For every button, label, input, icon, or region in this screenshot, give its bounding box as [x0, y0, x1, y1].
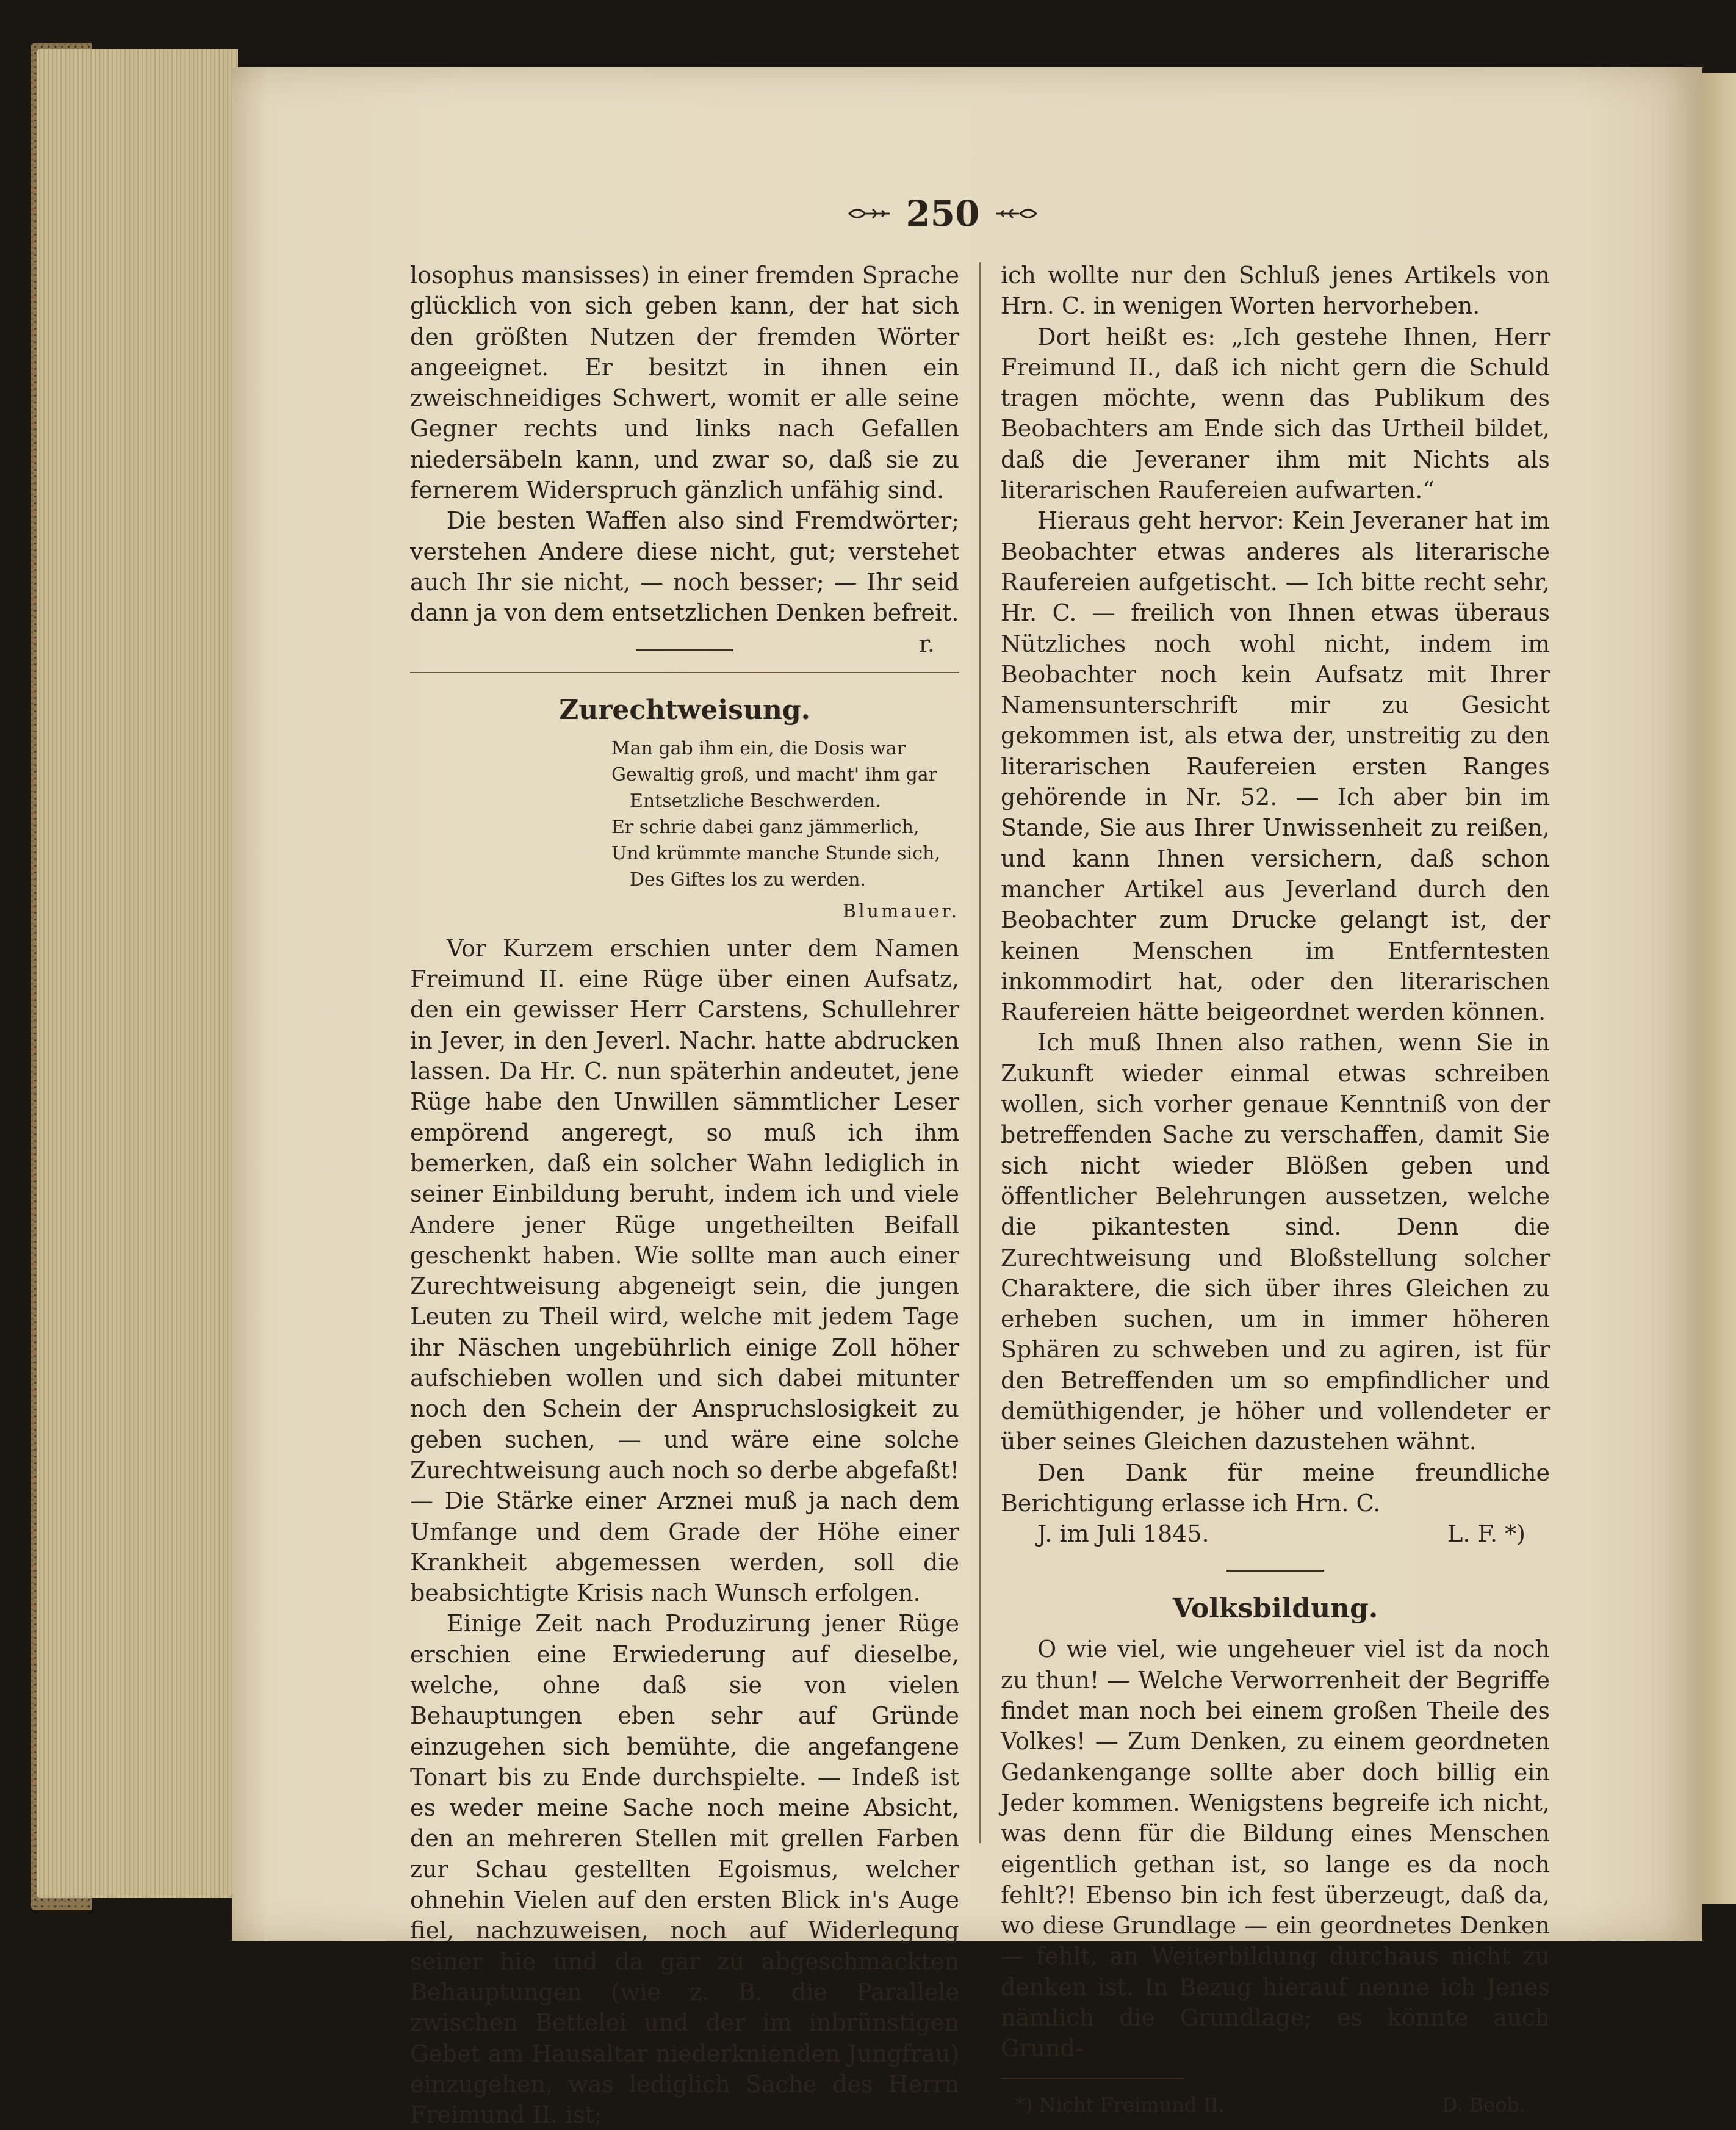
paragraph: O wie viel, wie ungeheuer viel ist da noch zu thun! — Welche Verworrenheit der Begriffe findet man noch bei einem großen Theile des Volkes! — Zum Denken, zu einem geordneten Gedankengange sollte aber doch billig ein Jeder kommen. Wenigstens begreife ich nicht, was denn für die Bildung eines Menschen eigentlich gethan ist, so lange es da noch fehlt?! Ebenso bin ich fest überzeugt, daß da, wo diese Grundlage — ein geordnetes Denken — fehlt, an Weiterbildung durchaus nicht zu denken ist. In Bezug hierauf nenne ich Jenes nämlich die Grundlage; es könnte auch Grund- — [1001, 1636, 1550, 2062]
motto-line: Und krümmte manche Stunde sich, — [611, 842, 940, 864]
signature-place-date: J. im Juli 1845. — [1037, 1520, 1209, 1548]
motto-line: Man gab ihm ein, die Dosis war — [611, 737, 906, 759]
motto-author: Blumauer. — [843, 900, 959, 922]
paragraph: Vor Kurzem erschien unter dem Namen Freimund II. eine Rüge über einen Aufsatz, den ein gewisser Herr Carstens, Schullehrer in Jever, in den Jeverl. Nachr. hatte abdrucken lassen. Da Hr. C. nun späterhin andeutet, jene Rüge habe den Unwillen sämmtlicher Leser empörend angeregt, so muß ich ihm bemerken, daß ein solcher Wahn lediglich in seiner Einbildung beruht, indem ich und viele Andere jener Rüge ungetheilten Beifall geschenkt haben. Wie sollte man auch einer Zurechtweisung abgeneigt sein, die jungen Leuten zu Theil wird, welche mit jedem Tage ihr Näschen ungebührlich einige Zoll höher aufschieben wollen und sich dabei mitunter noch den Schein der Anspruchslosigkeit zu geben suchen, — und wäre eine solche Zurechtweisung auch noch so derbe abgefaßt! — Die Stärke einer Arznei muß ja nach dem Umfange und dem Grade der Höhe einer Krankheit abgemessen werden, soll die beabsichtigte Krisis nach Wunsch erfolgen. — [410, 934, 959, 1607]
signature-name: L. F. *) — [1447, 1520, 1525, 1548]
signature-line — [1001, 1518, 1550, 1549]
section-rule — [636, 649, 733, 651]
motto-block — [410, 735, 959, 927]
paragraph: ich wollte nur den Schluß jenes Artikels von Hrn. C. in wenigen Worten hervorheben. — [1001, 262, 1550, 320]
paragraph — [410, 505, 959, 657]
paragraph: Dort heißt es: „Ich gestehe Ihnen, Herr Freimund II., daß ich nicht gern die Schuld tragen möchte, wenn das Publikum des Beobachters am Ende sich das Urtheil bildet, daß die Jeveraner ihm mit Nichts als literarischen Raufereien aufwarten.“ — [1001, 323, 1550, 504]
paragraph: Ich muß Ihnen also rathen, wenn Sie in Zukunft wieder einmal etwas schreiben wollen, sich vorher genaue Kenntniß von der betreffenden Sache zu verschaffen, damit Sie sich nicht wieder Blößen geben und öffentlicher Belehrungen aussetzen, welche die pikantesten sind. Denn die Zurechtweisung und Bloßstellung solcher Charaktere, die sich über ihres Gleichen zu erheben suchen, um in immer höheren Sphären zu schweben und zu agiren, ist für den Betreffenden um so empfindlicher und demüthigender, je höher und vollendeter er über seines Gleichen dazustehen wähnt. — [1001, 1029, 1550, 1456]
author-initial: r. — [918, 630, 935, 657]
page-header — [836, 189, 1050, 238]
section-rule — [1226, 1570, 1324, 1572]
footnote-rule — [1001, 2078, 1184, 2079]
right-column — [1001, 260, 1550, 2120]
paragraph: Einige Zeit nach Produzirung jener Rüge erschien eine Erwiederung auf dieselbe, welche, ohne daß sie von vielen Behauptungen eben sehr auf Gründe einzugehen sich bemühte, die angefangene Tonart bis zu Ende durchspielte. — Indeß ist es weder meine Sache noch meine Absicht, den an mehreren Stellen mit grellen Farben zur Schau gestellten Egoismus, welcher ohnehin Vielen auf den ersten Blick in's Auge fiel, nachzuweisen, noch auf Widerlegung seiner hie und da gar zu abgeschmackten Behauptungen (wie z. B. die Parallele zwischen Bettelei und der im inbrünstigen Gebet am Hausaltar niederknienden Jungfrau) einzugehen, was lediglich Sache des Herrn Freimund II. ist; — [410, 1610, 959, 2129]
paragraph-text: Die besten Waffen also sind Fremdwörter; verstehen Andere diese nicht, gut; verstehet auch Ihr sie nicht, — noch besser; — Ihr seid dann ja von dem entsetzlichen Denken befreit. — [410, 507, 959, 627]
column-divider — [979, 262, 981, 1843]
motto-line: Des Giftes los zu werden. — [630, 868, 866, 890]
paragraph: losophus mansisses) in einer fremden Sprache glücklich von sich geben kann, der hat sich den größten Nutzen der fremden Wörter angeeignet. Er besitzt in ihnen ein zweischneidiges Schwert, womit er alle seine Gegner rechts und links nach Gefallen niedersäbeln kann, und zwar so, daß sie zu fernerem Widerspruch gänzlich unfähig sind. — [410, 262, 959, 504]
facing-page-edge — [1702, 73, 1736, 1904]
separator-line — [410, 672, 959, 673]
footnote-text: *) Nicht Freimund II. — [1015, 2093, 1225, 2117]
paragraph: Den Dank für meine freundliche Berichtigung erlasse ich Hrn. C. — [1001, 1459, 1550, 1517]
footnote-sign: D. Beob. — [1441, 2093, 1525, 2117]
paragraph: Hieraus geht hervor: Kein Jeveraner hat im Beobachter etwas anderes als literarische Raufereien aufgetischt. — Ich bitte recht sehr, Hr. C. — freilich von Ihnen etwas überaus Nützliches noch wohl nicht, indem im Beobachter noch kein Aufsatz mit Ihrer Namensunterschrift mir zu Gesicht gekommen ist, als etwa der, unstreitig zu den literarischen Raufereien ersten Ranges gehörende in Nr. 52. — Ich aber bin im Stande, Sie aus Ihrer Unwissenheit zu reißen, und kann Ihnen versichern, daß schon mancher Artikel aus Jeverland durch den Beobachter zum Drucke gelangt ist, der keinen Menschen im Entferntesten inkommodirt hat, oder den literarischen Raufereien hätte beigeordnet werden können. — [1001, 507, 1550, 1026]
article-heading: Volksbildung. — [1172, 1593, 1378, 1625]
left-ornament-icon — [848, 204, 891, 223]
motto-line: Entsetzliche Beschwerden. — [630, 790, 881, 812]
motto-line: Er schrie dabei ganz jämmerlich, — [611, 816, 920, 838]
article-heading: Zurechtweisung. — [559, 694, 810, 726]
right-ornament-icon — [995, 204, 1037, 223]
page-stack-edge — [37, 49, 238, 1898]
page-number: 250 — [906, 193, 980, 234]
footnote — [1001, 2090, 1550, 2120]
motto-line: Gewaltig groß, und macht' ihm gar — [611, 764, 937, 785]
left-column — [410, 260, 959, 2130]
